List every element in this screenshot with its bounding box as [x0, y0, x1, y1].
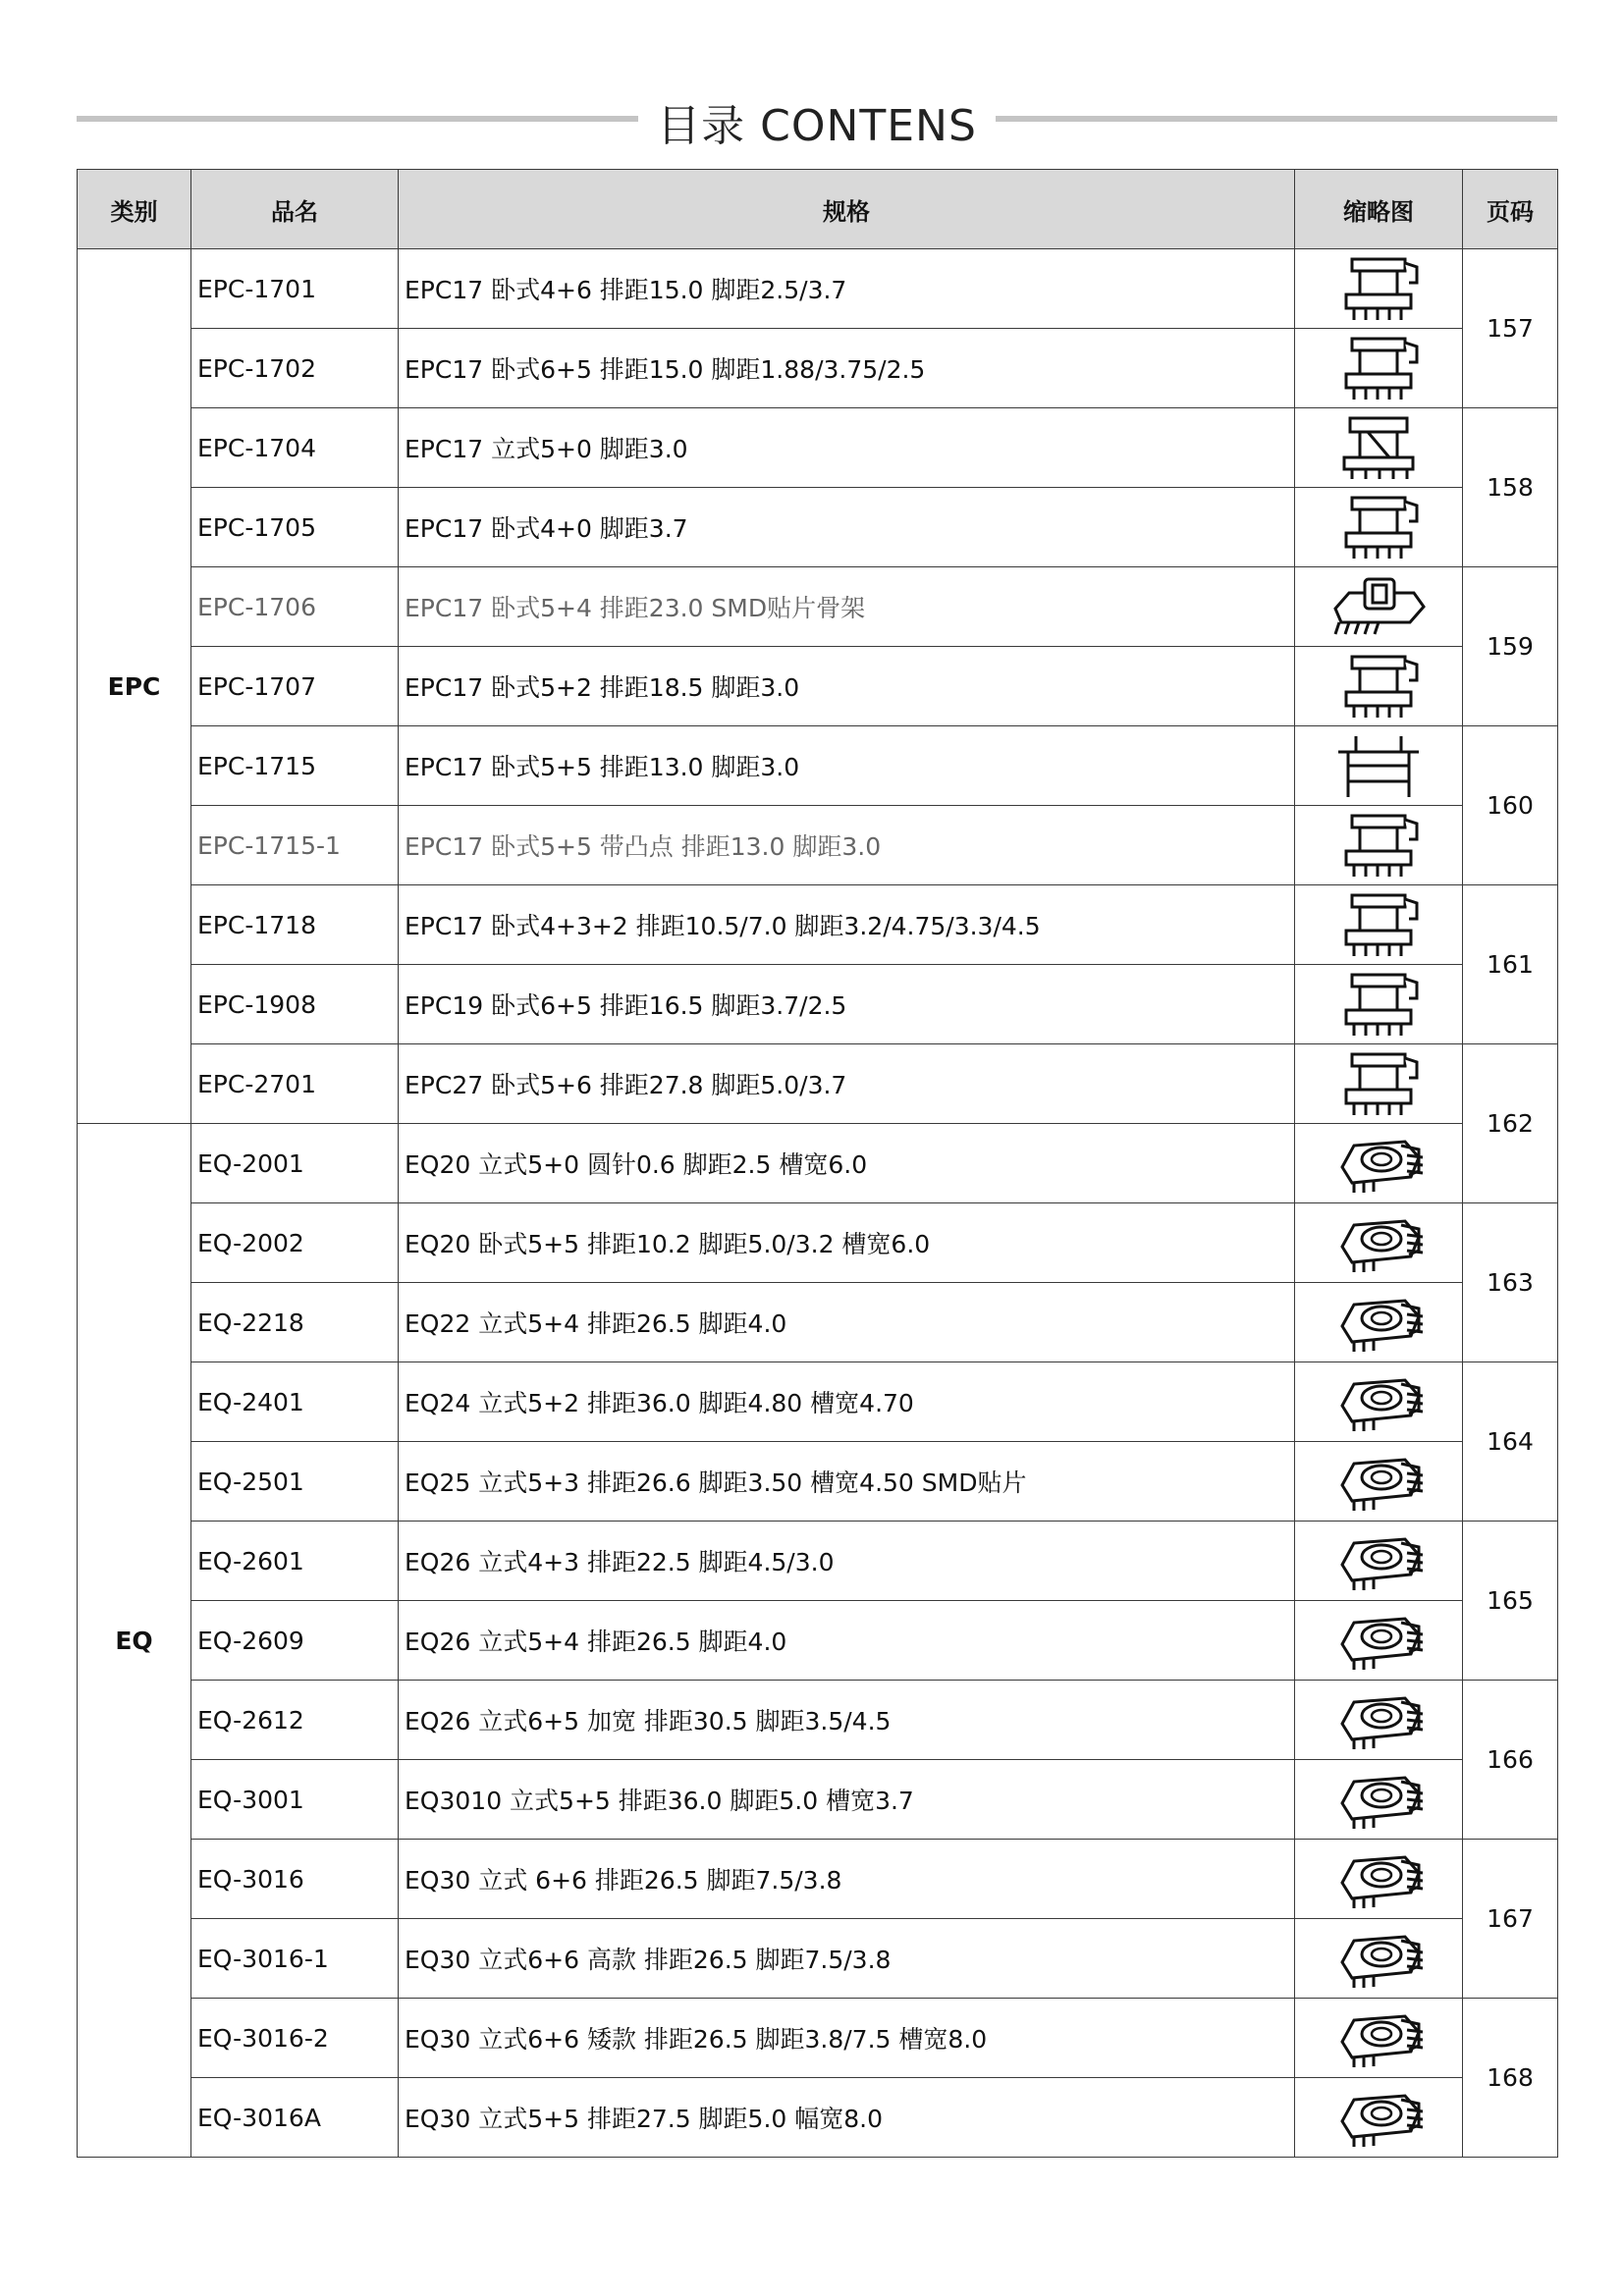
bobbin-horizontal-icon — [1295, 651, 1462, 721]
contents-table — [77, 169, 1558, 2158]
bobbin-round-icon — [1295, 1446, 1462, 1517]
product-name-cell: EQ-3016-2 — [191, 1999, 399, 2078]
bobbin-round-icon — [1295, 1684, 1462, 1755]
page-number-cell: 164 — [1463, 1362, 1558, 1522]
product-name-cell: EPC-1715-1 — [191, 806, 399, 885]
specification-cell: EQ3010 立式5+5 排距36.0 脚距5.0 槽宽3.7 — [399, 1760, 1295, 1840]
product-name-cell: EPC-1704 — [191, 408, 399, 488]
thumbnail-cell — [1295, 1999, 1463, 2078]
specification-cell: EQ25 立式5+3 排距26.6 脚距3.50 槽宽4.50 SMD贴片 — [399, 1442, 1295, 1522]
table-row — [78, 1681, 1558, 1760]
product-name-cell: EPC-1701 — [191, 249, 399, 329]
table-row — [78, 1442, 1558, 1522]
specification-cell: EPC17 卧式5+5 带凸点 排距13.0 脚距3.0 — [399, 806, 1295, 885]
header-product-name: 品名 — [191, 170, 399, 249]
specification-cell: EQ20 立式5+0 圆针0.6 脚距2.5 槽宽6.0 — [399, 1124, 1295, 1203]
specification-cell: EQ26 立式6+5 加宽 排距30.5 脚距3.5/4.5 — [399, 1681, 1295, 1760]
specification-cell: EPC17 卧式4+0 脚距3.7 — [399, 488, 1295, 567]
page-title: 目录 CONTENS — [657, 101, 977, 151]
thumbnail-cell — [1295, 726, 1463, 806]
thumbnail-cell — [1295, 1283, 1463, 1362]
product-name-cell: EPC-1908 — [191, 965, 399, 1044]
page-number-cell: 158 — [1463, 408, 1558, 567]
table-row — [78, 647, 1558, 726]
specification-cell: EPC17 卧式5+4 排距23.0 SMD贴片骨架 — [399, 567, 1295, 647]
specification-cell: EPC19 卧式6+5 排距16.5 脚距3.7/2.5 — [399, 965, 1295, 1044]
bobbin-round-icon — [1295, 1366, 1462, 1437]
bobbin-vertical-icon — [1295, 412, 1462, 483]
page-number-cell: 161 — [1463, 885, 1558, 1044]
page-number-cell: 165 — [1463, 1522, 1558, 1681]
table-row — [78, 1760, 1558, 1840]
product-name-cell: EQ-2609 — [191, 1601, 399, 1681]
specification-cell: EQ30 立式6+6 高款 排距26.5 脚距7.5/3.8 — [399, 1919, 1295, 1999]
product-name-cell: EQ-2001 — [191, 1124, 399, 1203]
thumbnail-cell — [1295, 885, 1463, 965]
bobbin-horizontal-icon — [1295, 969, 1462, 1040]
bobbin-horizontal-icon — [1295, 810, 1462, 881]
thumbnail-cell — [1295, 567, 1463, 647]
table-row — [78, 2078, 1558, 2158]
thumbnail-cell — [1295, 1601, 1463, 1681]
header-page: 页码 — [1463, 170, 1558, 249]
thumbnail-cell — [1295, 2078, 1463, 2158]
specification-cell: EQ30 立式 6+6 排距26.5 脚距7.5/3.8 — [399, 1840, 1295, 1919]
specification-cell: EQ26 立式4+3 排距22.5 脚距4.5/3.0 — [399, 1522, 1295, 1601]
page-number-cell: 160 — [1463, 726, 1558, 885]
table-row — [78, 965, 1558, 1044]
specification-cell: EQ30 立式5+5 排距27.5 脚距5.0 幅宽8.0 — [399, 2078, 1295, 2158]
specification-cell: EPC17 卧式5+5 排距13.0 脚距3.0 — [399, 726, 1295, 806]
table-row — [78, 1283, 1558, 1362]
specification-cell: EQ30 立式6+6 矮款 排距26.5 脚距3.8/7.5 槽宽8.0 — [399, 1999, 1295, 2078]
bobbin-round-icon — [1295, 1525, 1462, 1596]
bobbin-round-icon — [1295, 1207, 1462, 1278]
bobbin-round-icon — [1295, 1764, 1462, 1835]
product-name-cell: EQ-3001 — [191, 1760, 399, 1840]
title-rule-right — [996, 116, 1557, 122]
header-specification: 规格 — [399, 170, 1295, 249]
bobbin-round-icon — [1295, 1605, 1462, 1676]
header-category: 类别 — [78, 170, 191, 249]
table-row — [78, 1203, 1558, 1283]
table-row — [78, 1601, 1558, 1681]
bobbin-horizontal-icon — [1295, 492, 1462, 562]
table-row — [78, 1522, 1558, 1601]
thumbnail-cell — [1295, 249, 1463, 329]
table-row — [78, 806, 1558, 885]
thumbnail-cell — [1295, 965, 1463, 1044]
category-cell: EQ — [78, 1124, 191, 2158]
bobbin-horizontal-icon — [1295, 333, 1462, 403]
thumbnail-cell — [1295, 408, 1463, 488]
thumbnail-cell — [1295, 806, 1463, 885]
product-name-cell: EQ-2601 — [191, 1522, 399, 1601]
specification-cell: EQ22 立式5+4 排距26.5 脚距4.0 — [399, 1283, 1295, 1362]
page-number-cell: 157 — [1463, 249, 1558, 408]
bobbin-round-icon — [1295, 1128, 1462, 1199]
page-number-cell: 168 — [1463, 1999, 1558, 2158]
page-number-cell: 167 — [1463, 1840, 1558, 1999]
thumbnail-cell — [1295, 1522, 1463, 1601]
thumbnail-cell — [1295, 1442, 1463, 1522]
product-name-cell: EPC-1707 — [191, 647, 399, 726]
bobbin-round-icon — [1295, 2082, 1462, 2153]
specification-cell: EQ20 卧式5+5 排距10.2 脚距5.0/3.2 槽宽6.0 — [399, 1203, 1295, 1283]
thumbnail-cell — [1295, 1760, 1463, 1840]
product-name-cell: EQ-2002 — [191, 1203, 399, 1283]
table-row — [78, 249, 1558, 329]
table-header-row — [78, 170, 1558, 249]
table-row — [78, 408, 1558, 488]
bobbin-horizontal-icon — [1295, 889, 1462, 960]
bobbin-horizontal-icon — [1295, 253, 1462, 324]
table-row — [78, 1919, 1558, 1999]
bobbin-round-icon — [1295, 1287, 1462, 1358]
table-row — [78, 1044, 1558, 1124]
thumbnail-cell — [1295, 1919, 1463, 1999]
thumbnail-cell — [1295, 1203, 1463, 1283]
product-name-cell: EQ-2401 — [191, 1362, 399, 1442]
product-name-cell: EQ-3016-1 — [191, 1919, 399, 1999]
thumbnail-cell — [1295, 329, 1463, 408]
product-name-cell: EPC-1715 — [191, 726, 399, 806]
table-row — [78, 1840, 1558, 1919]
header-thumbnail: 缩略图 — [1295, 170, 1463, 249]
page-number-cell: 159 — [1463, 567, 1558, 726]
table-row — [78, 1999, 1558, 2078]
specification-cell: EPC17 卧式4+3+2 排距10.5/7.0 脚距3.2/4.75/3.3/4.5 — [399, 885, 1295, 965]
table-row — [78, 1124, 1558, 1203]
specification-cell: EQ26 立式5+4 排距26.5 脚距4.0 — [399, 1601, 1295, 1681]
bobbin-horizontal-icon — [1295, 1048, 1462, 1119]
page-number-cell: 163 — [1463, 1203, 1558, 1362]
title-bar — [77, 86, 1557, 151]
bobbin-round-icon — [1295, 1843, 1462, 1914]
table-row — [78, 1362, 1558, 1442]
thumbnail-cell — [1295, 1044, 1463, 1124]
product-name-cell: EPC-1705 — [191, 488, 399, 567]
thumbnail-cell — [1295, 1681, 1463, 1760]
category-cell: EPC — [78, 249, 191, 1124]
specification-cell: EPC17 卧式4+6 排距15.0 脚距2.5/3.7 — [399, 249, 1295, 329]
product-name-cell: EQ-3016A — [191, 2078, 399, 2158]
product-name-cell: EPC-2701 — [191, 1044, 399, 1124]
page-number-cell: 162 — [1463, 1044, 1558, 1203]
bobbin-outline-icon — [1295, 730, 1462, 801]
table-row — [78, 329, 1558, 408]
page-number-cell: 166 — [1463, 1681, 1558, 1840]
thumbnail-cell — [1295, 647, 1463, 726]
table-row — [78, 885, 1558, 965]
product-name-cell: EPC-1718 — [191, 885, 399, 965]
thumbnail-cell — [1295, 1362, 1463, 1442]
product-name-cell: EQ-2612 — [191, 1681, 399, 1760]
thumbnail-cell — [1295, 488, 1463, 567]
product-name-cell: EQ-2501 — [191, 1442, 399, 1522]
product-name-cell: EQ-3016 — [191, 1840, 399, 1919]
table-row — [78, 488, 1558, 567]
bobbin-smd-icon — [1295, 571, 1462, 642]
table-row — [78, 726, 1558, 806]
thumbnail-cell — [1295, 1124, 1463, 1203]
specification-cell: EPC27 卧式5+6 排距27.8 脚距5.0/3.7 — [399, 1044, 1295, 1124]
specification-cell: EPC17 立式5+0 脚距3.0 — [399, 408, 1295, 488]
bobbin-round-icon — [1295, 2002, 1462, 2073]
product-name-cell: EQ-2218 — [191, 1283, 399, 1362]
bobbin-round-icon — [1295, 1923, 1462, 1994]
specification-cell: EQ24 立式5+2 排距36.0 脚距4.80 槽宽4.70 — [399, 1362, 1295, 1442]
table-row — [78, 567, 1558, 647]
specification-cell: EPC17 卧式6+5 排距15.0 脚距1.88/3.75/2.5 — [399, 329, 1295, 408]
product-name-cell: EPC-1702 — [191, 329, 399, 408]
product-name-cell: EPC-1706 — [191, 567, 399, 647]
thumbnail-cell — [1295, 1840, 1463, 1919]
specification-cell: EPC17 卧式5+2 排距18.5 脚距3.0 — [399, 647, 1295, 726]
